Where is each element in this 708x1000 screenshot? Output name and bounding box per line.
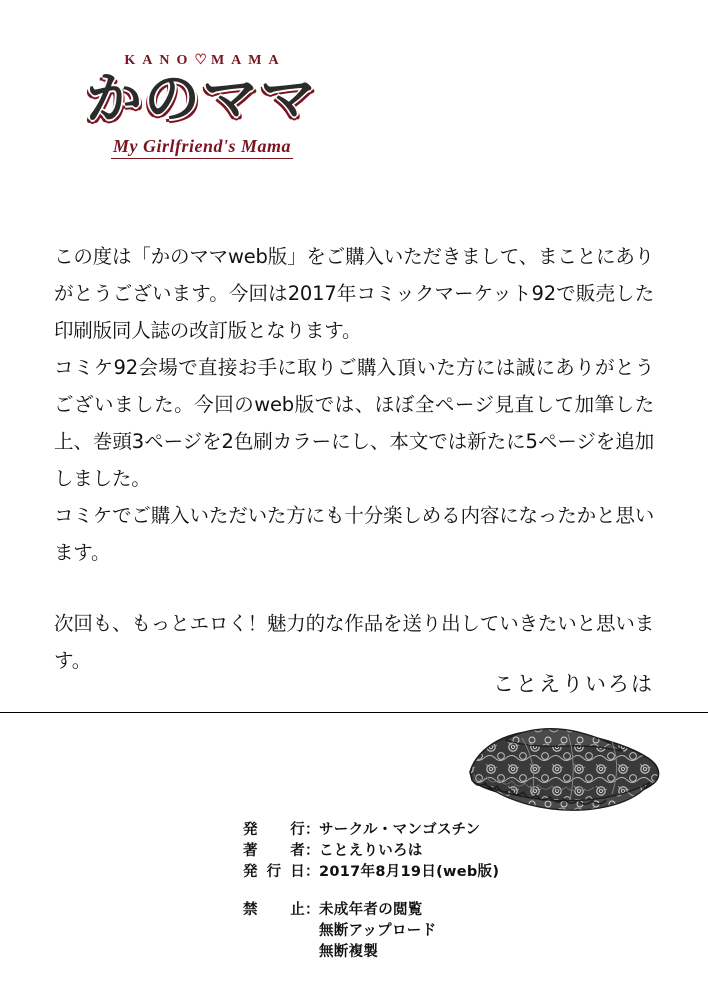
colophon-value: ことえりいろは [319,843,423,859]
colophon-restrictions [243,900,499,963]
afterword-paragraph-3: コミケでご購入いただいた方にも十分楽しめる内容になったかと思います。 [54,504,654,564]
author-signature: ことえりいろは [493,672,654,696]
colophon-restrictions-key: 禁 止： [243,902,320,918]
lace-panties-illustration [462,718,668,818]
afterword-paragraph-4: 次回も、もっとエロく！魅力的な作品を送り出していきたいと思います。 [54,612,654,672]
logo-romaji-left: KANO [124,53,195,68]
logo-title: かのママ [86,67,318,132]
colophon-restriction-item: 無断複製 [319,944,379,960]
colophon-row [243,820,499,841]
colophon-row [243,841,499,862]
colophon [243,820,499,963]
afterword-text [54,238,654,679]
colophon-key: 発 行： [243,822,320,838]
colophon-restriction-item: 未成年者の閲覧 [319,902,423,918]
title-logo [62,52,342,159]
afterword-paragraph-2: コミケ92会場で直接お手に取りご購入頂いた方には誠にありがとうございました。今回のweb版では、ほぼ全ページ見直して加筆した上、巻頭3ページを2色刷カラーにし、本文では新たに5ページを追加しました。 [54,356,654,490]
section-divider [0,712,708,713]
colophon-key: 発行日： [243,864,320,880]
colophon-restriction-item: 無断アップロード [319,923,437,939]
logo-subtitle: My Girlfriend's Mama [111,136,293,159]
colophon-key: 著 者： [243,843,320,859]
colophon-value: 2017年8月19日(web版) [319,864,500,880]
logo-romaji-right: MAMA [210,53,286,68]
colophon-restrictions-list [319,900,436,963]
colophon-value: サークル・マンゴスチン [319,822,481,838]
heart-icon: ♡ [194,53,211,68]
colophon-row [243,862,499,883]
afterword-paragraph-1: この度は「かのママweb版」をご購入いただきまして、まことにありがとうございます。今回は2017年コミックマーケット92で販売した印刷版同人誌の改訂版となります。 [54,245,654,342]
